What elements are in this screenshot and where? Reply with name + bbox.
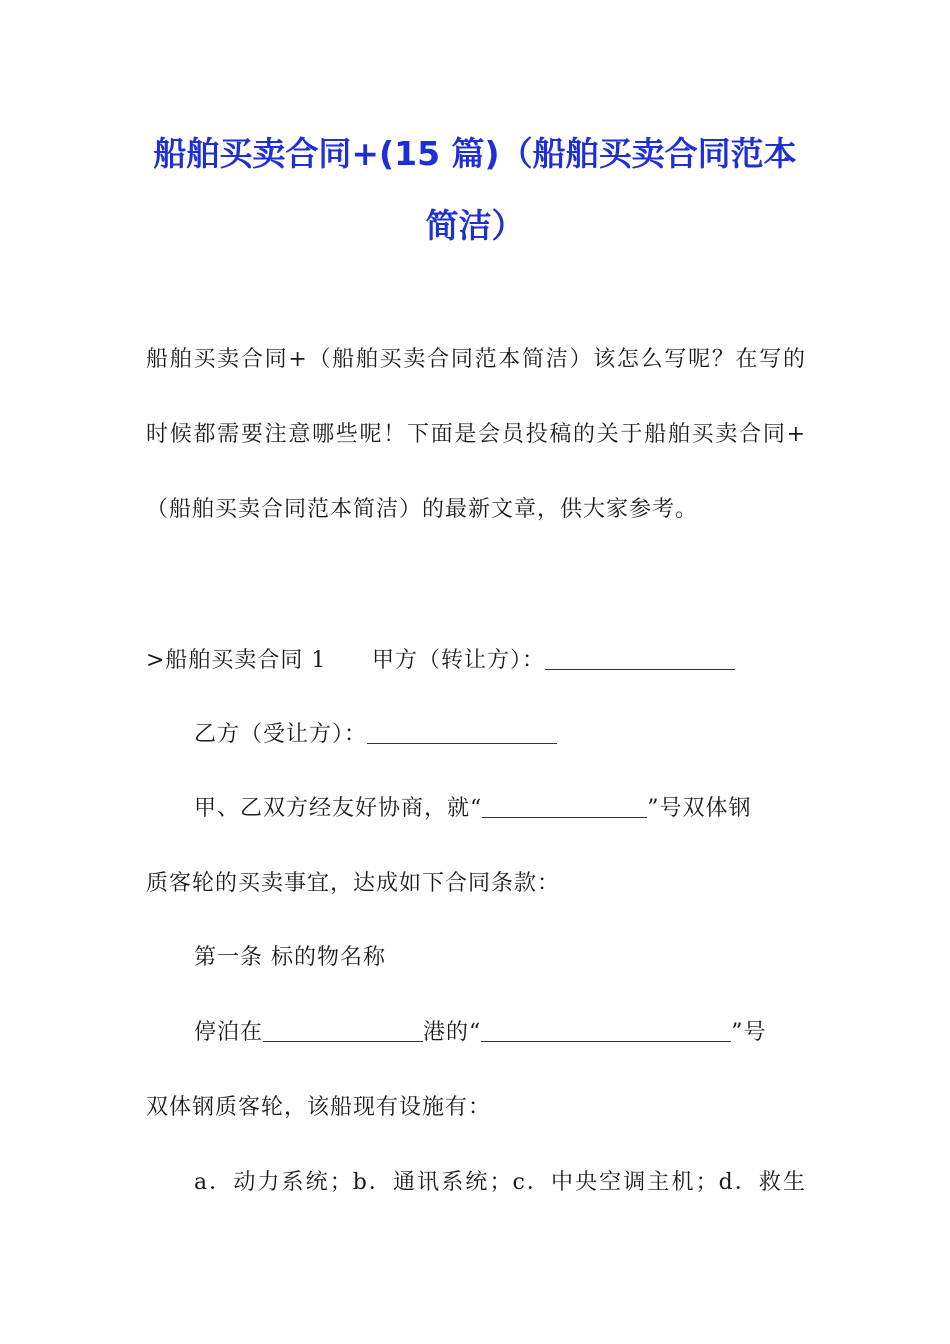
vessel-blank: [481, 1021, 731, 1042]
agreement-line: [194, 794, 752, 824]
party-b-label: 乙方（受让方）：: [194, 722, 368, 747]
party-a-label: 甲方（转让方）：: [372, 648, 546, 673]
article-1-title: 第一条 标的物名称: [194, 945, 386, 970]
document-title: [120, 118, 830, 262]
agreement-post: ”号双体钢: [647, 796, 752, 821]
intro-line-2: 时候都需要注意哪些呢！下面是会员投稿的关于船舶买卖合同+: [146, 422, 806, 447]
berth-post: ”号: [731, 1020, 767, 1045]
agreement-pre: 甲、乙双方经友好协商，就“: [194, 796, 483, 821]
party-a-blank: [545, 649, 735, 670]
ship-name-blank: [482, 797, 647, 818]
port-blank: [263, 1021, 423, 1042]
contract-heading: >船舶买卖合同 1: [146, 648, 327, 673]
party-a-row: [372, 646, 735, 676]
party-b-row: [194, 720, 557, 750]
title-line-2: 简洁）: [425, 206, 525, 245]
intro-line-1: 船舶买卖合同+（船舶买卖合同范本简洁）该怎么写呢？在写的: [146, 347, 806, 372]
agreement-cont: 质客轮的买卖事宜，达成如下合同条款：: [146, 871, 561, 896]
berth-mid: 港的“: [423, 1020, 482, 1045]
facilities-line: a．动力系统；b．通讯系统；c．中央空调主机；d．救生: [194, 1170, 806, 1195]
berth-cont: 双体钢质客轮，该船现有设施有：: [146, 1095, 492, 1120]
title-line-1: 船舶买卖合同+(15 篇)（船舶买卖合同范本: [153, 134, 797, 173]
berth-pre: 停泊在: [194, 1020, 264, 1045]
party-b-blank: [367, 723, 557, 744]
intro-line-3: （船舶买卖合同范本简洁）的最新文章，供大家参考。: [146, 497, 699, 522]
berth-line: [194, 1018, 767, 1048]
